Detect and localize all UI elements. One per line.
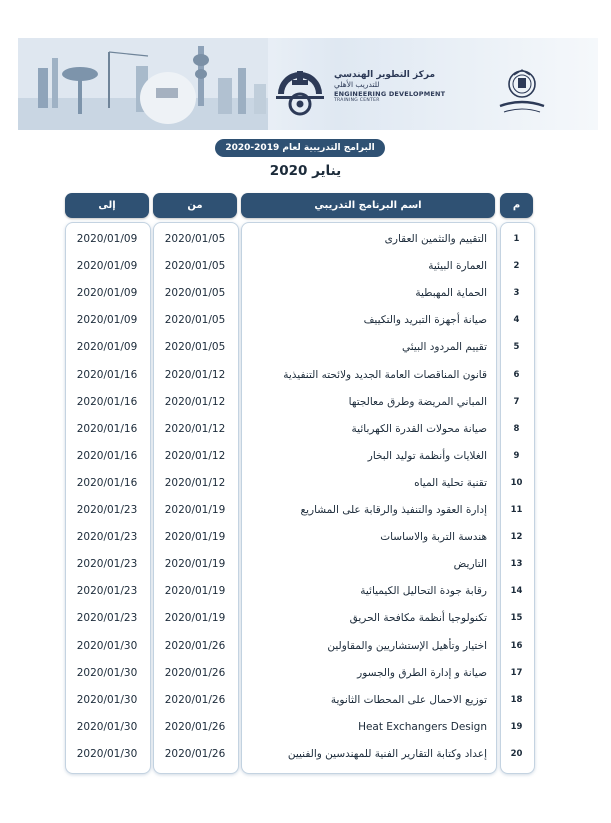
program-name: التاريض: [453, 558, 487, 571]
start-date: 2020/01/05: [164, 260, 226, 273]
column-header-number: م: [500, 193, 533, 218]
end-date: 2020/01/30: [76, 720, 138, 733]
row-number: 17: [510, 667, 523, 678]
end-date: 2020/01/23: [76, 612, 138, 625]
program-name: Heat Exchangers Design: [358, 720, 487, 733]
center-english-title: ENGINEERING DEVELOPMENT: [334, 90, 446, 98]
row-number: 6: [513, 369, 520, 380]
end-date: 2020/01/23: [76, 504, 138, 516]
program-name: تقنية تحلية المياه: [414, 476, 487, 489]
start-date: 2020/01/19: [164, 504, 226, 516]
program-name: صيانة أجهزة التبريد والتكييف: [363, 314, 487, 327]
program-name: اختيار وتأهيل الإستشاريين والمقاولين: [327, 639, 487, 652]
end-date: 2020/01/09: [76, 287, 138, 300]
row-number: 15: [510, 613, 523, 624]
program-name: الغلايات وأنظمة توليد البخار: [367, 449, 487, 462]
row-number: 11: [510, 505, 523, 515]
start-date: 2020/01/19: [164, 585, 226, 598]
end-date: 2020/01/30: [76, 693, 138, 706]
end-date: 2020/01/09: [76, 314, 138, 327]
row-number: 18: [510, 694, 523, 705]
row-number: 14: [510, 586, 523, 597]
center-arabic-title: مركز التطوير الهندسي: [334, 70, 436, 80]
start-date: 2020/01/26: [164, 693, 226, 706]
row-number: 7: [513, 396, 520, 407]
row-number: 12: [510, 532, 523, 543]
row-number: 20: [510, 748, 523, 759]
row-number: 19: [510, 721, 523, 732]
end-date: 2020/01/23: [76, 558, 138, 571]
end-date: 2020/01/16: [76, 449, 138, 462]
end-date: 2020/01/23: [76, 585, 138, 598]
column-header-to: إلى: [65, 193, 149, 218]
row-number: 13: [510, 559, 523, 570]
start-date: 2020/01/12: [164, 476, 226, 489]
program-name: تقييم المردود البيئي: [401, 341, 487, 354]
month-title: يناير 2020: [269, 163, 342, 179]
start-date: 2020/01/05: [164, 287, 226, 300]
program-name: هندسة التربة والاساسات: [380, 531, 487, 544]
program-name: توزيع الاحمال على المحطات الثانوية: [330, 693, 487, 706]
row-number: 16: [510, 640, 523, 651]
start-date: 2020/01/12: [164, 422, 226, 435]
row-number: 9: [513, 450, 520, 461]
start-date: 2020/01/12: [164, 368, 226, 381]
program-name: الحماية المهبطية: [415, 287, 487, 300]
row-number: 10: [510, 477, 523, 488]
end-date: 2020/01/30: [76, 666, 138, 679]
program-name: رقابة جودة التحاليل الكيميائية: [360, 585, 487, 598]
column-header-program-name: اسم البرنامج التدريبي: [241, 193, 495, 218]
center-name-block: [334, 70, 454, 103]
center-arabic-subtitle: للتدريب الأهلي: [334, 80, 380, 89]
row-number: 2: [513, 261, 520, 272]
end-date: 2020/01/16: [76, 476, 138, 489]
row-number: 4: [513, 315, 520, 326]
end-date: 2020/01/30: [76, 639, 138, 652]
end-date: 2020/01/16: [76, 395, 138, 408]
start-date: 2020/01/26: [164, 666, 226, 679]
program-name: إعداد وكتابة التقارير الفنية للمهندسين والفنيين: [287, 747, 487, 760]
program-name: العمارة البيئية: [428, 260, 487, 273]
end-date: 2020/01/09: [76, 341, 138, 354]
program-year-badge: البرامج التدريبية لعام 2019-2020: [215, 139, 385, 157]
edtc-logo-icon: [272, 66, 328, 118]
start-date: 2020/01/05: [164, 341, 226, 354]
end-date: 2020/01/16: [76, 422, 138, 435]
start-date: 2020/01/05: [164, 233, 226, 245]
start-date: 2020/01/12: [164, 395, 226, 408]
end-date: 2020/01/16: [76, 368, 138, 381]
start-date: 2020/01/26: [164, 720, 226, 733]
program-name: قانون المناقصات العامة الجديد ولائحته التنفيذية: [283, 368, 487, 381]
row-number: 1: [513, 234, 520, 244]
kuwait-society-of-engineers-seal-icon: [492, 62, 552, 122]
city-skyline-image: [18, 38, 268, 130]
start-date: 2020/01/19: [164, 531, 226, 544]
center-english-subtitle: TRAINING CENTER: [334, 98, 380, 103]
start-date: 2020/01/19: [164, 612, 226, 625]
start-date: 2020/01/26: [164, 747, 226, 760]
row-number: 5: [513, 342, 520, 353]
program-name: تكنولوجيا أنظمة مكافحة الحريق: [349, 612, 487, 625]
program-name: صيانة و إدارة الطرق والجسور: [357, 666, 487, 679]
column-header-from: من: [153, 193, 237, 218]
start-date: 2020/01/26: [164, 639, 226, 652]
program-name: التقييم والتثمين العقارى: [384, 233, 487, 245]
end-date: 2020/01/09: [76, 260, 138, 273]
row-number: 8: [513, 423, 520, 434]
end-date: 2020/01/23: [76, 531, 138, 544]
start-date: 2020/01/05: [164, 314, 226, 327]
program-name: المباني المريضة وطرق معالجتها: [348, 395, 487, 408]
program-name: إدارة العقود والتنفيذ والرقابة على المشاريع: [300, 504, 487, 516]
end-date: 2020/01/09: [76, 233, 138, 245]
end-date: 2020/01/30: [76, 747, 138, 760]
start-date: 2020/01/12: [164, 449, 226, 462]
row-number: 3: [513, 288, 520, 299]
start-date: 2020/01/19: [164, 558, 226, 571]
program-name: صيانة محولات القدرة الكهربائية: [351, 422, 487, 435]
